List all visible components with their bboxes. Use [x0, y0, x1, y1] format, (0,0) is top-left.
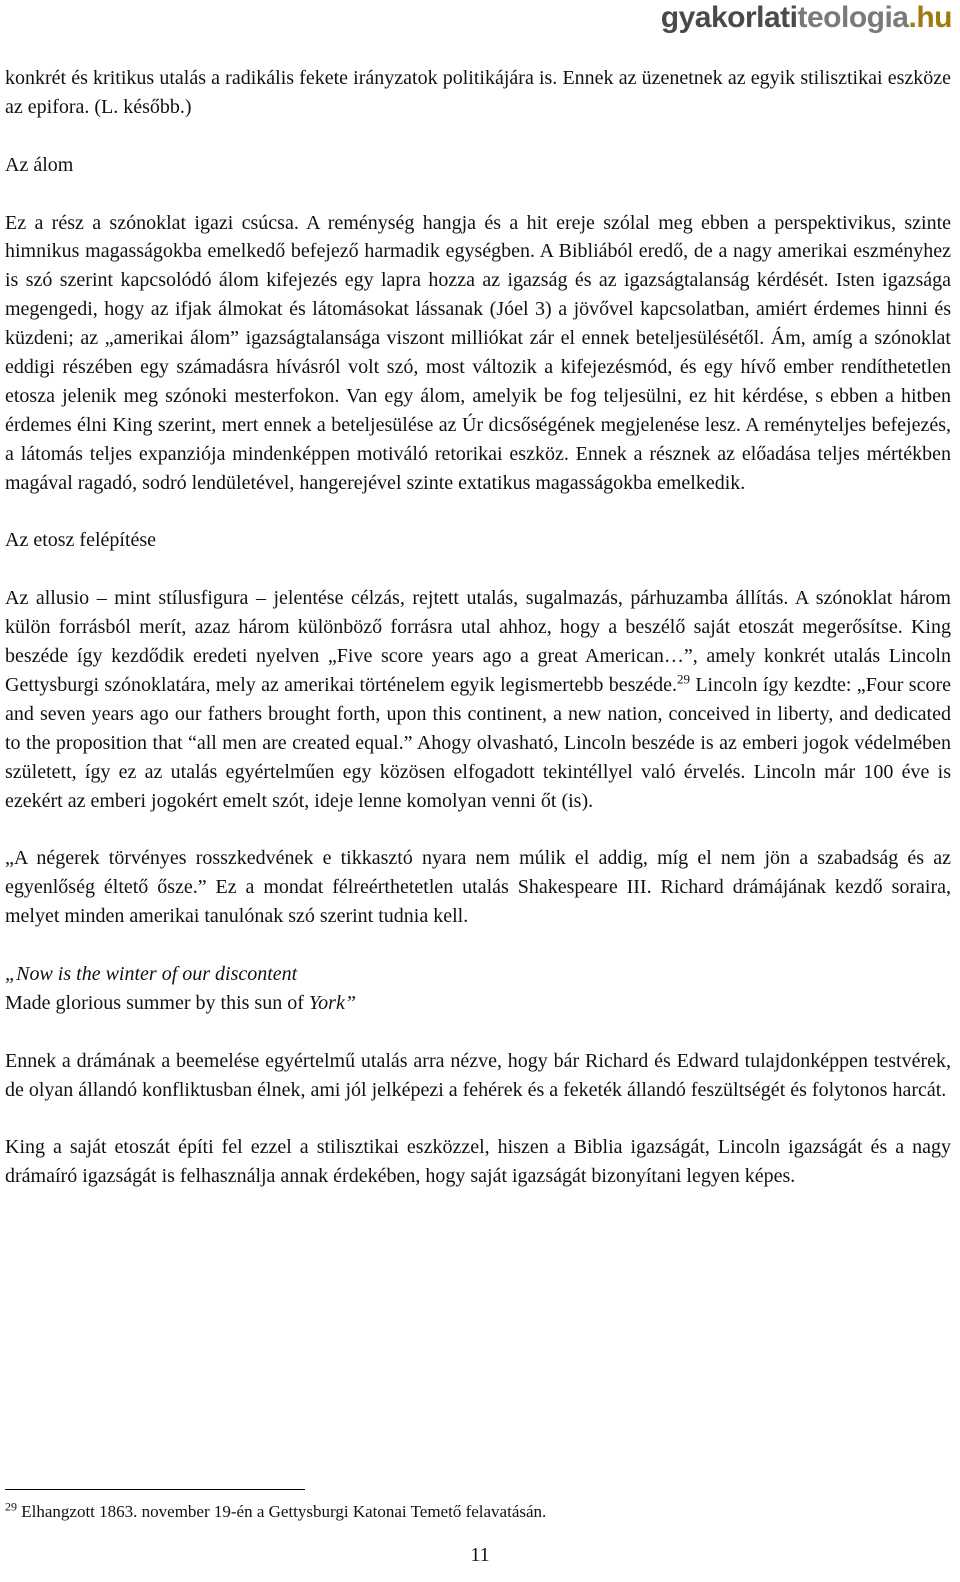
page-number: 11 — [470, 1544, 490, 1566]
footnote-reference: 29 — [677, 671, 690, 687]
paragraph-3-part-b: Lincoln így kezdte: „Four score and seven years ago our fathers brought forth, upon this continent, a new nation, conceived in liberty, and dedicated to the proposition that “all men are created equal.” Ahogy olvasható, Lincoln beszéde is az emberi jogok védelmében született, így ez az utalás egyértelműen egy közösen elfogadott tekintéllyel való érvelés. Lincoln már 100 éve is ezekért az emberi jogokért emelt szót, ideje lenne komolyan venni őt (is). — [5, 673, 951, 812]
quote-line-1: „Now is the winter of our discontent — [5, 963, 298, 985]
paragraph-3 — [5, 584, 951, 815]
paragraph-4: „A négerek törvényes rosszkedvének e tikkasztó nyara nem múlik el addig, míg el nem jön a szabadság és az egyenlőség éltető ősze.” Ez a mondat félreérthetetlen utalás Shakespeare III. Richard drámájának kezdő soraira, melyet minden amerikai tanulónak szó szerint tudnia kell. — [5, 847, 951, 928]
logo-part-2: teologia — [797, 1, 909, 34]
paragraph-5: Ennek a drámának a beemelése egyértelmű utalás arra nézve, hogy bár Richard és Edward tulajdonképpen testvérek, de olyan állandó konfliktusban élnek, ami jól jelképezi a fehérek és a feketék állandó feszültségét és folytonos harcát. — [5, 1049, 951, 1101]
paragraph-6: King a saját etoszát építi fel ezzel a stilisztikai eszközzel, hiszen a Biblia igazságát, Lincoln igazságát és a nagy drámaíró igazságát is felhasználja annak érdekében, hogy saját igazságát bizonyítani legyen képes. — [5, 1136, 951, 1188]
logo-part-3: .hu — [908, 1, 952, 34]
paragraph-2: Ez a rész a szónoklat igazi csúcsa. A reménység hangja és a hit ereje szólal meg ebben a perspektivikus, szinte himnikus magasságokba emelkedő befejező harmadik egységben. A Bibliából eredő, de a nagy amerikai eszményhez is szó szerint kapcsolódó álom kifejezés egy lapra hozza az igazság és az igazságtalanság kérdését. Isten igazsága megengedi, hogy az ifjak álmokat és látomásokat lássanak (Jóel 3) a jövővel kapcsolatban, amiért érdemes hinni és küzdeni; az „amerikai álom” igazságtalansága viszont milliókat zár el ennek beteljesülésétől. Ám, amíg a szónoklat eddigi részében egy számadásra hívásról volt szó, most változik a kifejezésmód, és egy hívő ember rendíthetetlen etosza jelenik meg szónoki mesterfokon. Van egy álom, amelyik be fog teljesülni, ez hit kérdése, s ebben a hitben érdemes élni King szerint, mert ennek a beteljesülése az Úr dicsőségének megjelenése lesz. A reményteljes befejezés, a látomás teljes expanziója mindenképpen motiváló retorikai eszköz. Ennek a résznek az előadása teljes mértékben magával ragadó, sodró lendületével, hangerejével szinte extatikus magasságokba emelkedik. — [5, 211, 951, 494]
quote-line-2-york: York” — [308, 991, 356, 1014]
paragraph-3-part-a: Az allusio – mint stílusfigura – jelentése célzás, rejtett utalás, sugalmazás, párhuzamba állítás. A szónoklat három külön forrásból merít, azaz három különböző forrásra utal ahhoz, hogy a beszélő saját etoszát megerősítse. King beszéde így kezdődik eredeti nyelven „Five score years ago a great American…”, amely konkrét utalás Lincoln Gettysburgi szónoklatára, mely az amerikai történelem egyik legismertebb beszéde. — [5, 587, 951, 696]
logo-part-1: gyakorlati — [660, 1, 798, 34]
footnote-divider — [5, 1489, 305, 1490]
page-body — [5, 64, 951, 1191]
paragraph-1: konkrét és kritikus utalás a radikális fekete irányzatok politikájára is. Ennek az üzenetnek az egyik stilisztikai eszköze az epifora. (L. később.) — [5, 67, 951, 118]
quote-line-2-text: Made glorious summer by this sun of — [5, 991, 309, 1014]
footnote-text: Elhangzott 1863. november 19-én a Gettysburgi Katonai Temető felavatásán. — [17, 1502, 547, 1521]
site-logo — [661, 2, 952, 34]
quote-line-2 — [5, 989, 951, 1018]
footnote — [5, 1500, 546, 1524]
heading-az-alom: Az álom — [5, 153, 74, 176]
footnote-mark: 29 — [5, 1499, 17, 1514]
heading-az-etosz: Az etosz felépítése — [5, 529, 157, 552]
